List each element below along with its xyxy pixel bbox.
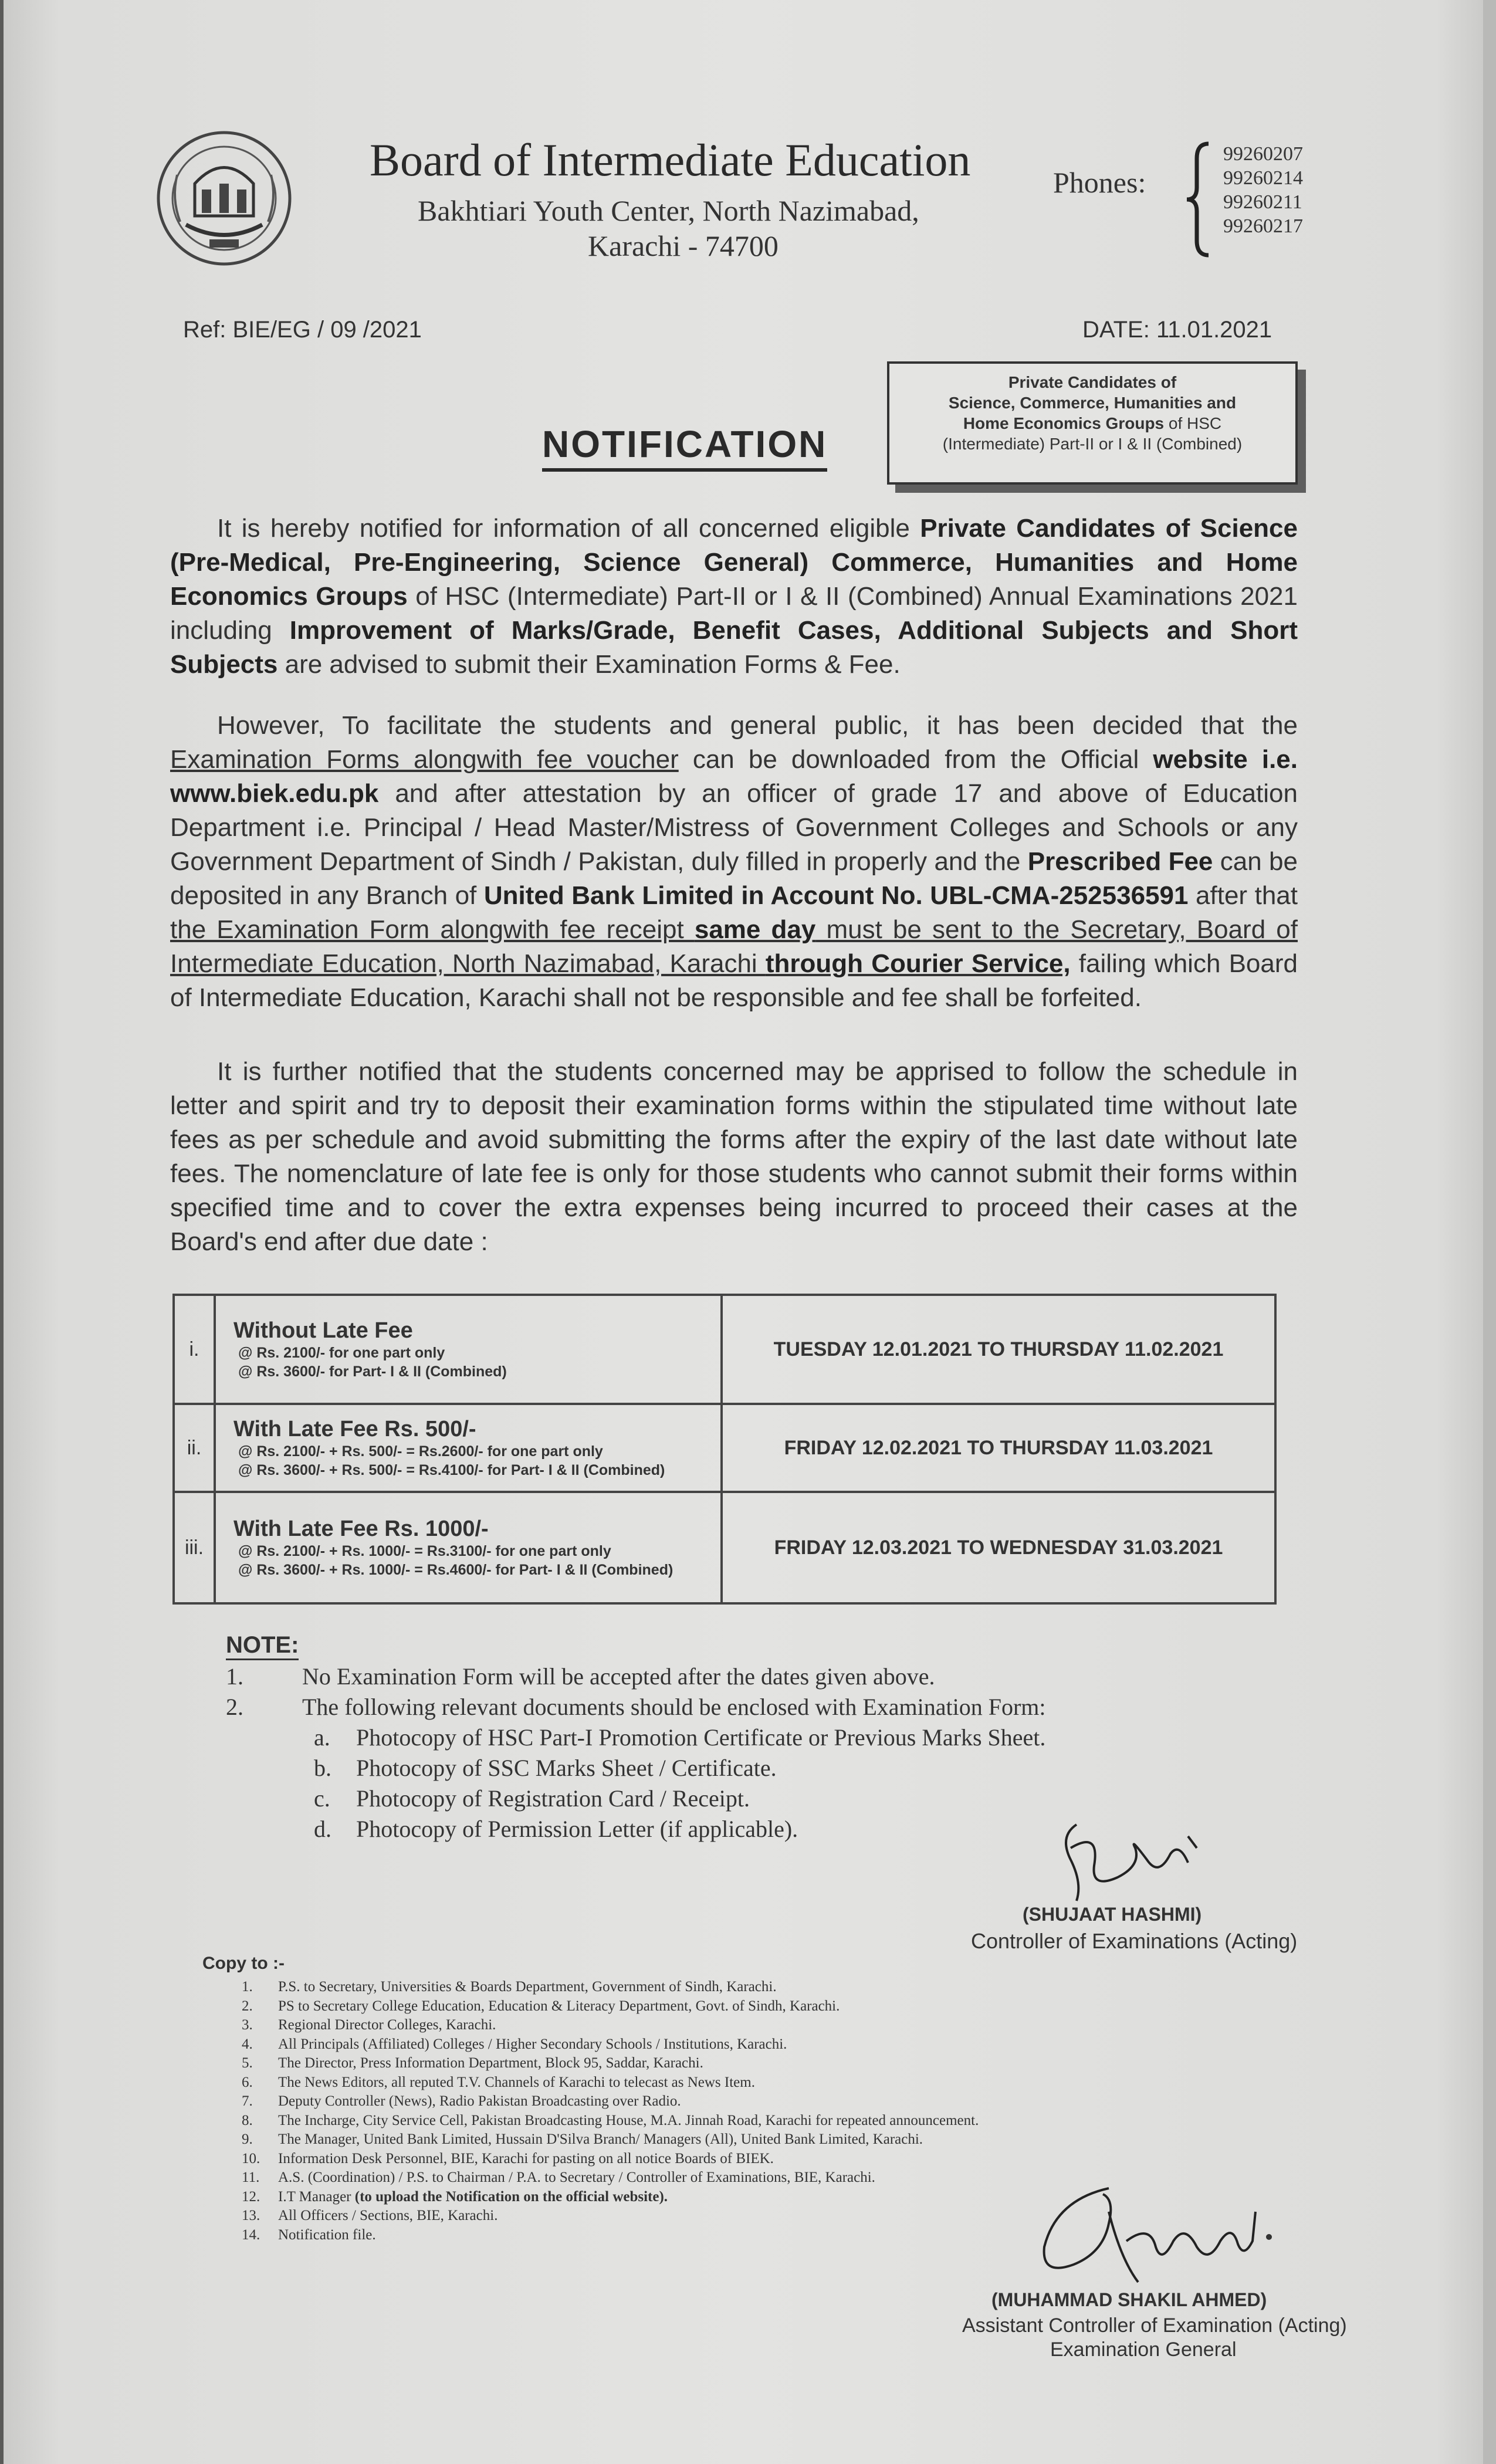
phone-number: 99260211 bbox=[1223, 191, 1302, 213]
subject-line: Science, Commerce, Humanities and bbox=[948, 394, 1237, 412]
subject-box bbox=[887, 361, 1298, 485]
list-item: 7. Deputy Controller (News), Radio Pakistan Broadcasting over Radio. bbox=[242, 2093, 681, 2109]
fee-title: With Late Fee Rs. 500/- bbox=[233, 1416, 476, 1441]
fee-title: With Late Fee Rs. 1000/- bbox=[233, 1516, 489, 1541]
date-range: FRIDAY 12.02.2021 TO THURSDAY 11.03.2021 bbox=[722, 1404, 1275, 1492]
signature-controller bbox=[1053, 1813, 1229, 1913]
scan-edge-left bbox=[0, 0, 4, 2464]
document-date: DATE: 11.01.2021 bbox=[1082, 317, 1272, 343]
board-seal-logo bbox=[154, 128, 295, 269]
note-heading: NOTE: bbox=[226, 1632, 299, 1660]
list-item: 13. All Officers / Sections, BIE, Karachi. bbox=[242, 2208, 498, 2223]
row-number: iii. bbox=[174, 1492, 215, 1603]
signature-assistant-controller bbox=[1021, 2177, 1297, 2294]
phone-number: 99260214 bbox=[1223, 167, 1303, 189]
board-address-line1: Bakhtiari Youth Center, North Nazimabad, bbox=[418, 194, 919, 227]
list-item: 14. Notification file. bbox=[242, 2226, 376, 2243]
table-row bbox=[174, 1295, 1275, 1404]
list-item: 9. The Manager, United Bank Limited, Hussain D'Silva Branch/ Managers (All), United Bank Limited, Karachi. bbox=[242, 2131, 923, 2147]
fee-cell bbox=[215, 1404, 722, 1492]
list-item: 4. All Principals (Affiliated) Colleges / Higher Secondary Schools / Institutions, Karachi. bbox=[242, 2036, 787, 2052]
list-item: 10. Information Desk Personnel, BIE, Karachi for pasting on all notice Boards of BIEK. bbox=[242, 2150, 774, 2167]
list-item: 12. I.T Manager (to upload the Notification on the official website). bbox=[242, 2188, 668, 2205]
subject-line: (Intermediate) Part-II or I & II (Combined) bbox=[942, 435, 1243, 453]
fee-cell bbox=[215, 1492, 722, 1603]
row-number: i. bbox=[174, 1295, 215, 1404]
list-item: b. Photocopy of SSC Marks Sheet / Certificate. bbox=[314, 1755, 777, 1781]
fee-detail: @ Rs. 2100/- for one part only bbox=[238, 1344, 445, 1361]
phones-label: Phones: bbox=[1053, 166, 1146, 199]
list-item: 3. Regional Director Colleges, Karachi. bbox=[242, 2017, 496, 2033]
note-list bbox=[226, 1661, 1046, 1844]
copy-to-heading: Copy to :- bbox=[202, 1954, 285, 1973]
table-row bbox=[174, 1492, 1275, 1603]
signatory-title: Controller of Examinations (Acting) bbox=[971, 1929, 1298, 1953]
fee-schedule-table bbox=[172, 1294, 1277, 1605]
board-address-line2: Karachi - 74700 bbox=[588, 229, 779, 262]
ink-dot bbox=[1266, 2234, 1272, 2240]
paragraph-download-instructions: However, To facilitate the students and general public, it has been decided that the Examination Forms alongwith fee voucher can be downloaded from the Official website i.e. www.biek.edu.pk and after attestation by an officer of grade 17 and above of Education Department i.e. Principal / Head Master/Mistress of Government Colleges and Schools or any Government Department of Sindh / Pakistan, duly filled in properly and the Prescribed Fee can be deposited in any Branch of United Bank Limited in Account No. UBL-CMA-252536591 after that the Examination Form alongwith fee receipt same day must be sent to the Secretary, Board of Intermediate Education, North Nazimabad, Karachi through Courier Service, failing which Board of Intermediate Education, Karachi shall not be responsible and fee shall be forfeited. bbox=[170, 711, 1298, 1012]
list-item: 5. The Director, Press Information Department, Block 95, Saddar, Karachi. bbox=[242, 2055, 703, 2071]
row-number: ii. bbox=[174, 1404, 215, 1492]
copy-to-list bbox=[242, 1978, 979, 2245]
reference-number: Ref: BIE/EG / 09 /2021 bbox=[183, 317, 422, 343]
list-item: 11. A.S. (Coordination) / P.S. to Chairman / P.A. to Secretary / Controller of Examinations, BIE, Karachi. bbox=[242, 2169, 875, 2185]
phone-number: 99260207 bbox=[1223, 143, 1303, 165]
list-item: 2. PS to Secretary College Education, Education & Literacy Department, Govt. of Sindh, Karachi. bbox=[242, 1998, 840, 2014]
fee-detail: @ Rs. 2100/- + Rs. 1000/- = Rs.3100/- for one part only bbox=[238, 1542, 611, 1559]
fee-detail: @ Rs. 3600/- for Part- I & II (Combined) bbox=[238, 1363, 507, 1380]
list-item: 6. The News Editors, all reputed T.V. Channels of Karachi to telecast as News Item. bbox=[242, 2074, 755, 2090]
fee-detail: @ Rs. 2100/- + Rs. 500/- = Rs.2600/- for one part only bbox=[238, 1443, 603, 1460]
subject-line: Home Economics Groups of HSC bbox=[963, 414, 1222, 432]
list-item: d. Photocopy of Permission Letter (if applicable). bbox=[314, 1816, 798, 1842]
fee-detail: @ Rs. 3600/- + Rs. 1000/- = Rs.4600/- for Part- I & II (Combined) bbox=[238, 1561, 673, 1578]
list-item: 1. No Examination Form will be accepted after the dates given above. bbox=[226, 1663, 935, 1690]
list-item: 8. The Incharge, City Service Cell, Pakistan Broadcasting House, M.A. Jinnah Road, Karachi for repeated announcement. bbox=[242, 2112, 979, 2128]
fee-title: Without Late Fee bbox=[233, 1318, 413, 1343]
board-title: Board of Intermediate Education bbox=[370, 134, 971, 185]
signatory-name: (MUHAMMAD SHAKIL AHMED) bbox=[991, 2289, 1267, 2310]
website-link[interactable]: website i.e. www.biek.edu.pk bbox=[170, 745, 1298, 808]
date-range: FRIDAY 12.03.2021 TO WEDNESDAY 31.03.2021 bbox=[722, 1492, 1275, 1603]
table-row bbox=[174, 1404, 1275, 1492]
subject-line: Private Candidates of bbox=[1008, 373, 1177, 391]
list-item: 1. P.S. to Secretary, Universities & Boards Department, Government of Sindh, Karachi. bbox=[242, 1979, 777, 1995]
paragraph-late-fee-info: It is further notified that the students concerned may be apprised to follow the schedule in letter and spirit and try to deposit their examination forms within the stipulated time without late fees as per schedule and avoid submitting the forms after the expiry of the last date without late fees. The nomenclature of late fee is only for those students who cannot submit their forms within specified time and to cover the extra expenses being incurred to proceed their cases at the Board's end after due date : bbox=[170, 1057, 1298, 1256]
list-item: a. Photocopy of HSC Part-I Promotion Certificate or Previous Marks Sheet. bbox=[314, 1724, 1046, 1751]
notification-title: NOTIFICATION bbox=[542, 422, 827, 472]
phone-numbers bbox=[1223, 142, 1303, 238]
phone-number: 99260217 bbox=[1223, 215, 1303, 237]
date-range: TUESDAY 12.01.2021 TO THURSDAY 11.02.2021 bbox=[722, 1295, 1275, 1404]
paragraph-intro: It is hereby notified for information of all concerned eligible Private Candidates of Science (Pre-Medical, Pre-Engineering, Science General) Commerce, Humanities and Home Economics Groups of HSC (Intermediate) Part-II or I & II (Combined) Annual Examinations 2021 including Improvement of Marks/Grade, Benefit Cases, Additional Subjects and Short Subjects are advised to submit their Examination Forms & Fee. bbox=[170, 514, 1298, 679]
curly-brace-icon bbox=[1182, 141, 1217, 258]
list-item: c. Photocopy of Registration Card / Receipt. bbox=[314, 1785, 750, 1812]
fee-cell bbox=[215, 1295, 722, 1404]
signatory-name: (SHUJAAT HASHMI) bbox=[1023, 1904, 1202, 1925]
list-item: 2. The following relevant documents should be enclosed with Examination Form: bbox=[226, 1694, 1046, 1720]
signatory-title: Assistant Controller of Examination (Acting) bbox=[962, 2314, 1347, 2337]
signatory-department: Examination General bbox=[1050, 2338, 1237, 2361]
fee-detail: @ Rs. 3600/- + Rs. 500/- = Rs.4100/- for Part- I & II (Combined) bbox=[238, 1461, 665, 1478]
scan-edge-right bbox=[1483, 0, 1496, 2464]
